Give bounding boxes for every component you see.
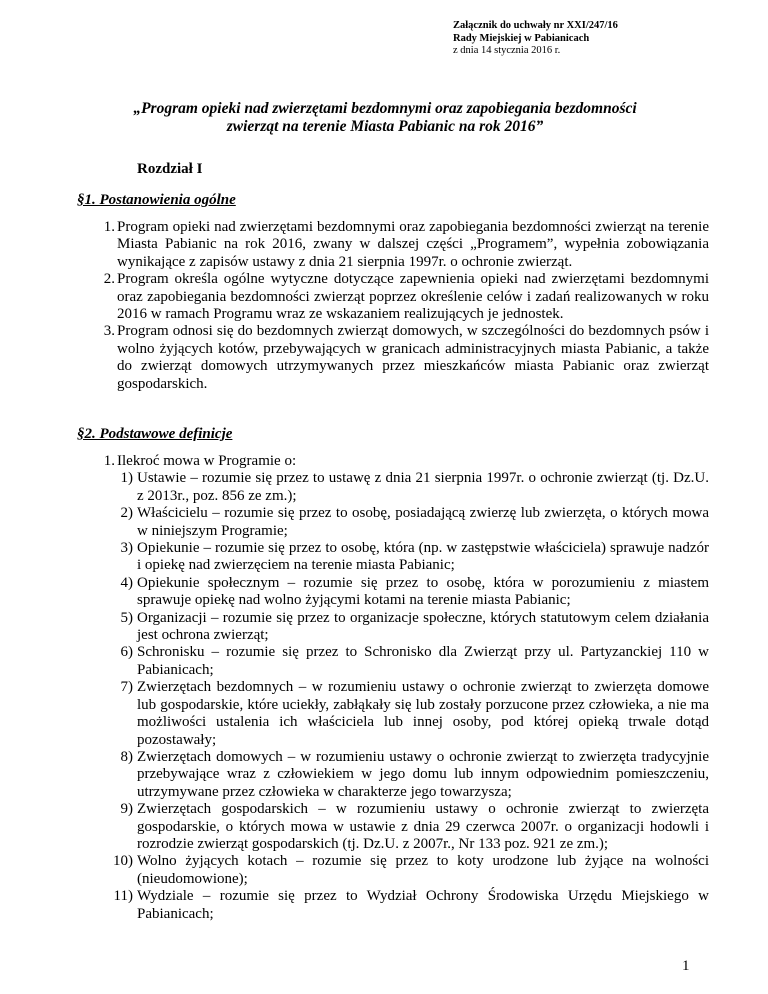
definition-item xyxy=(79,540,709,575)
definition-item xyxy=(79,470,709,505)
annex-line-3: z dnia 14 stycznia 2016 r. xyxy=(453,45,561,56)
list-item xyxy=(79,219,709,271)
item-text: Opiekunie społecznym – rozumie się przez to osobę, która w porozumieniu z miastem sprawuje opiekę nad wolno żyjącymi kotami na terenie miasta Pabianic; xyxy=(137,574,709,609)
definition-item xyxy=(79,505,709,540)
item-number: 5) xyxy=(120,609,133,626)
item-number: 4) xyxy=(120,574,133,591)
item-number: 6) xyxy=(120,644,133,661)
item-text: Zwierzętach gospodarskich – w rozumieniu ustawy o ochronie zwierząt to zwierzęta gospodarskie, o których mowa w ustawie z dnia 29 czerwca 2007r. o organizacji hodowli i rozrodzie zwierząt gospodarskich (tj. Dz.U. z 2007r., Nr 133 poz. 921 ze zm.); xyxy=(137,801,709,852)
item-number: 1) xyxy=(120,470,133,487)
item-number: 2. xyxy=(103,271,115,288)
item-text: Wydziale – rozumie się przez to Wydział Ochrony Środowiska Urzędu Miejskiego w Pabianicach; xyxy=(137,888,709,922)
definition-item xyxy=(79,679,709,749)
definitions-lead xyxy=(79,453,709,470)
title-line-1: „Program opieki nad zwierzętami bezdomnymi oraz zapobiegania bezdomności xyxy=(133,100,637,117)
definition-item xyxy=(79,610,709,645)
item-text: Program określa ogólne wytyczne dotyczące zapewnienia opieki nad zwierzętami bezdomnymi oraz zapobiegania bezdomności zwierząt poprzez określenie celów i zadań realizowanych w roku 2016 w ramach Programu wraz ze wskazaniem realizujących je jednostek. xyxy=(117,271,709,323)
annex-line-2: Rady Miejskiej w Pabianicach xyxy=(453,32,590,44)
item-number: 3. xyxy=(103,323,115,340)
item-text: Opiekunie – rozumie się przez to osobę, która (np. w zastępstwie właściciela) sprawuje nadzór i opiekę nad zwierzęciem na terenie miasta Pabianic; xyxy=(137,540,709,574)
page-number: 1 xyxy=(682,958,690,974)
item-text: Zwierzętach bezdomnych – w rozumieniu ustawy o ochronie zwierząt to zwierzęta domowe lub gospodarskie, które uciekły, zabłąkały się lub zostały porzucone przez człowieka, a nie ma możliwości ustalenia ich właściciela lub innej osoby, pod której opieką trwale dotąd pozostawały; xyxy=(137,679,709,748)
list-item xyxy=(79,323,709,393)
item-number: 2) xyxy=(120,505,133,522)
section-2-list xyxy=(79,453,709,923)
definition-item xyxy=(79,575,709,610)
definition-item xyxy=(79,749,709,801)
item-text: Program odnosi się do bezdomnych zwierząt domowych, w szczególności do bezdomnych psów i wolno żyjących kotów, przebywających w granicach administracyjnych miasta Pabianic, a także do zwierząt domowych utrzymywanych przez mieszkańców miasta Pabianic oraz zwierząt gospodarskich. xyxy=(117,323,709,392)
item-number: 1. xyxy=(103,219,115,235)
item-number: 11) xyxy=(113,888,133,905)
section-1-heading-text: §1. Postanowienia ogólne xyxy=(77,192,236,208)
definition-item xyxy=(79,888,709,923)
section-1-list xyxy=(79,219,709,393)
document-title xyxy=(80,100,690,136)
lead-number: 1. xyxy=(103,453,115,469)
item-text: Program opieki nad zwierzętami bezdomnymi oraz zapobiegania bezdomności zwierząt na terenie Miasta Pabianic na rok 2016, zwany w dalszej części „Programem”, wypełnia zobowiązania wynikające z zapisów ustawy z dnia 21 sierpnia 1997r. o ochronie zwierząt. xyxy=(117,219,709,270)
item-number: 7) xyxy=(120,679,133,696)
item-text: Właścicielu – rozumie się przez to osobę, posiadającą zwierzę lub zwierzęta, o których mowa w niniejszym Programie; xyxy=(137,505,709,539)
annex-header xyxy=(453,20,618,58)
section-2-heading-text: §2. Podstawowe definicje xyxy=(77,426,233,442)
section-1-heading xyxy=(77,192,236,209)
chapter-heading: Rozdział I xyxy=(137,161,203,177)
item-text: Organizacji – rozumie się przez to organizacje społeczne, których statutowym celem działania jest ochrona zwierząt; xyxy=(137,609,709,644)
item-number: 8) xyxy=(120,748,133,765)
lead-text: Ilekroć mowa w Programie o: xyxy=(117,453,297,469)
title-line-2: zwierząt na terenie Miasta Pabianic na rok 2016” xyxy=(226,118,544,135)
definition-item xyxy=(79,644,709,679)
annex-line-1: Załącznik do uchwały nr XXI/247/16 xyxy=(453,20,618,31)
section-2-heading xyxy=(77,426,232,443)
definition-item xyxy=(79,801,709,853)
item-text: Wolno żyjących kotach – rozumie się przez to koty urodzone lub żyjące na wolności (nieudomowione); xyxy=(137,853,709,887)
item-text: Zwierzętach domowych – w rozumieniu ustawy o ochronie zwierząt to zwierzęta tradycyjnie przebywające wraz z człowiekiem w jego domu lub innym odpowiednim pomieszczeniu, utrzymywane przez człowieka w charakterze jego towarzysza; xyxy=(137,748,709,800)
item-number: 9) xyxy=(120,801,133,818)
list-item xyxy=(79,271,709,323)
item-text: Schronisku – rozumie się przez to Schronisko dla Zwierząt przy ul. Partyzanckiej 110 w Pabianicach; xyxy=(137,644,709,678)
item-number: 10) xyxy=(113,853,133,870)
definition-item xyxy=(79,853,709,888)
item-number: 3) xyxy=(120,540,133,557)
item-text: Ustawie – rozumie się przez to ustawę z dnia 21 sierpnia 1997r. o ochronie zwierząt (tj. Dz.U. z 2013r., poz. 856 ze zm.); xyxy=(137,470,709,504)
